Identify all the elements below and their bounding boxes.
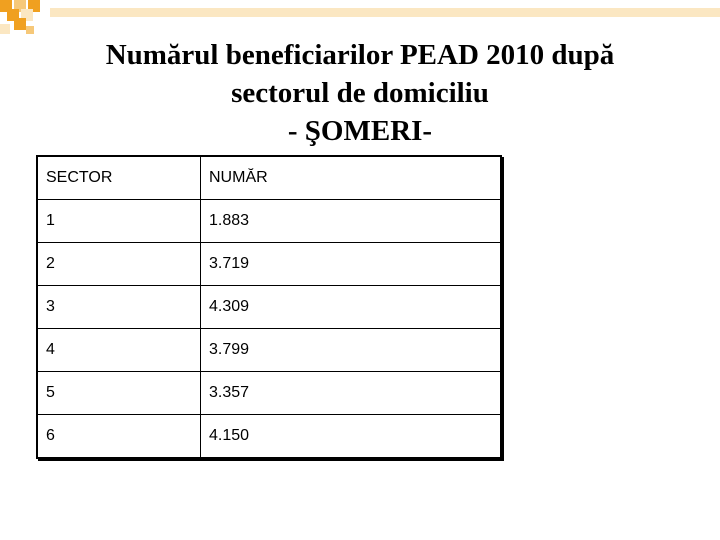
numar-cell: 4.309 — [201, 286, 502, 329]
title-line-2: sectorul de domiciliu — [231, 77, 489, 109]
sector-cell: 4 — [37, 329, 201, 372]
sector-cell: 5 — [37, 372, 201, 415]
deco-square — [14, 18, 26, 30]
sector-cell: 3 — [37, 286, 201, 329]
table-row — [37, 372, 501, 415]
table-row — [37, 243, 501, 286]
header-sector: SECTOR — [37, 156, 201, 200]
numar-cell: 4.150 — [201, 415, 502, 459]
table-row — [37, 415, 501, 459]
table-row — [37, 329, 501, 372]
sector-cell: 1 — [37, 200, 201, 243]
table-header-row — [37, 156, 501, 200]
page-title — [30, 36, 690, 150]
table-row — [37, 200, 501, 243]
numar-cell: 3.799 — [201, 329, 502, 372]
title-line-1: Numărul beneficiarilor PEAD 2010 după — [105, 39, 615, 71]
decorative-header-squares — [0, 0, 720, 40]
numar-cell: 3.719 — [201, 243, 502, 286]
numar-cell: 3.357 — [201, 372, 502, 415]
deco-stripe — [50, 8, 720, 17]
numar-cell: 1.883 — [201, 200, 502, 243]
beneficiaries-table — [36, 155, 502, 459]
sector-cell: 2 — [37, 243, 201, 286]
title-line-3: - ŞOMERI- — [287, 115, 433, 147]
deco-square — [0, 24, 10, 34]
table-row — [37, 286, 501, 329]
header-numar: NUMĂR — [201, 156, 502, 200]
sector-cell: 6 — [37, 415, 201, 459]
deco-square — [26, 26, 34, 34]
